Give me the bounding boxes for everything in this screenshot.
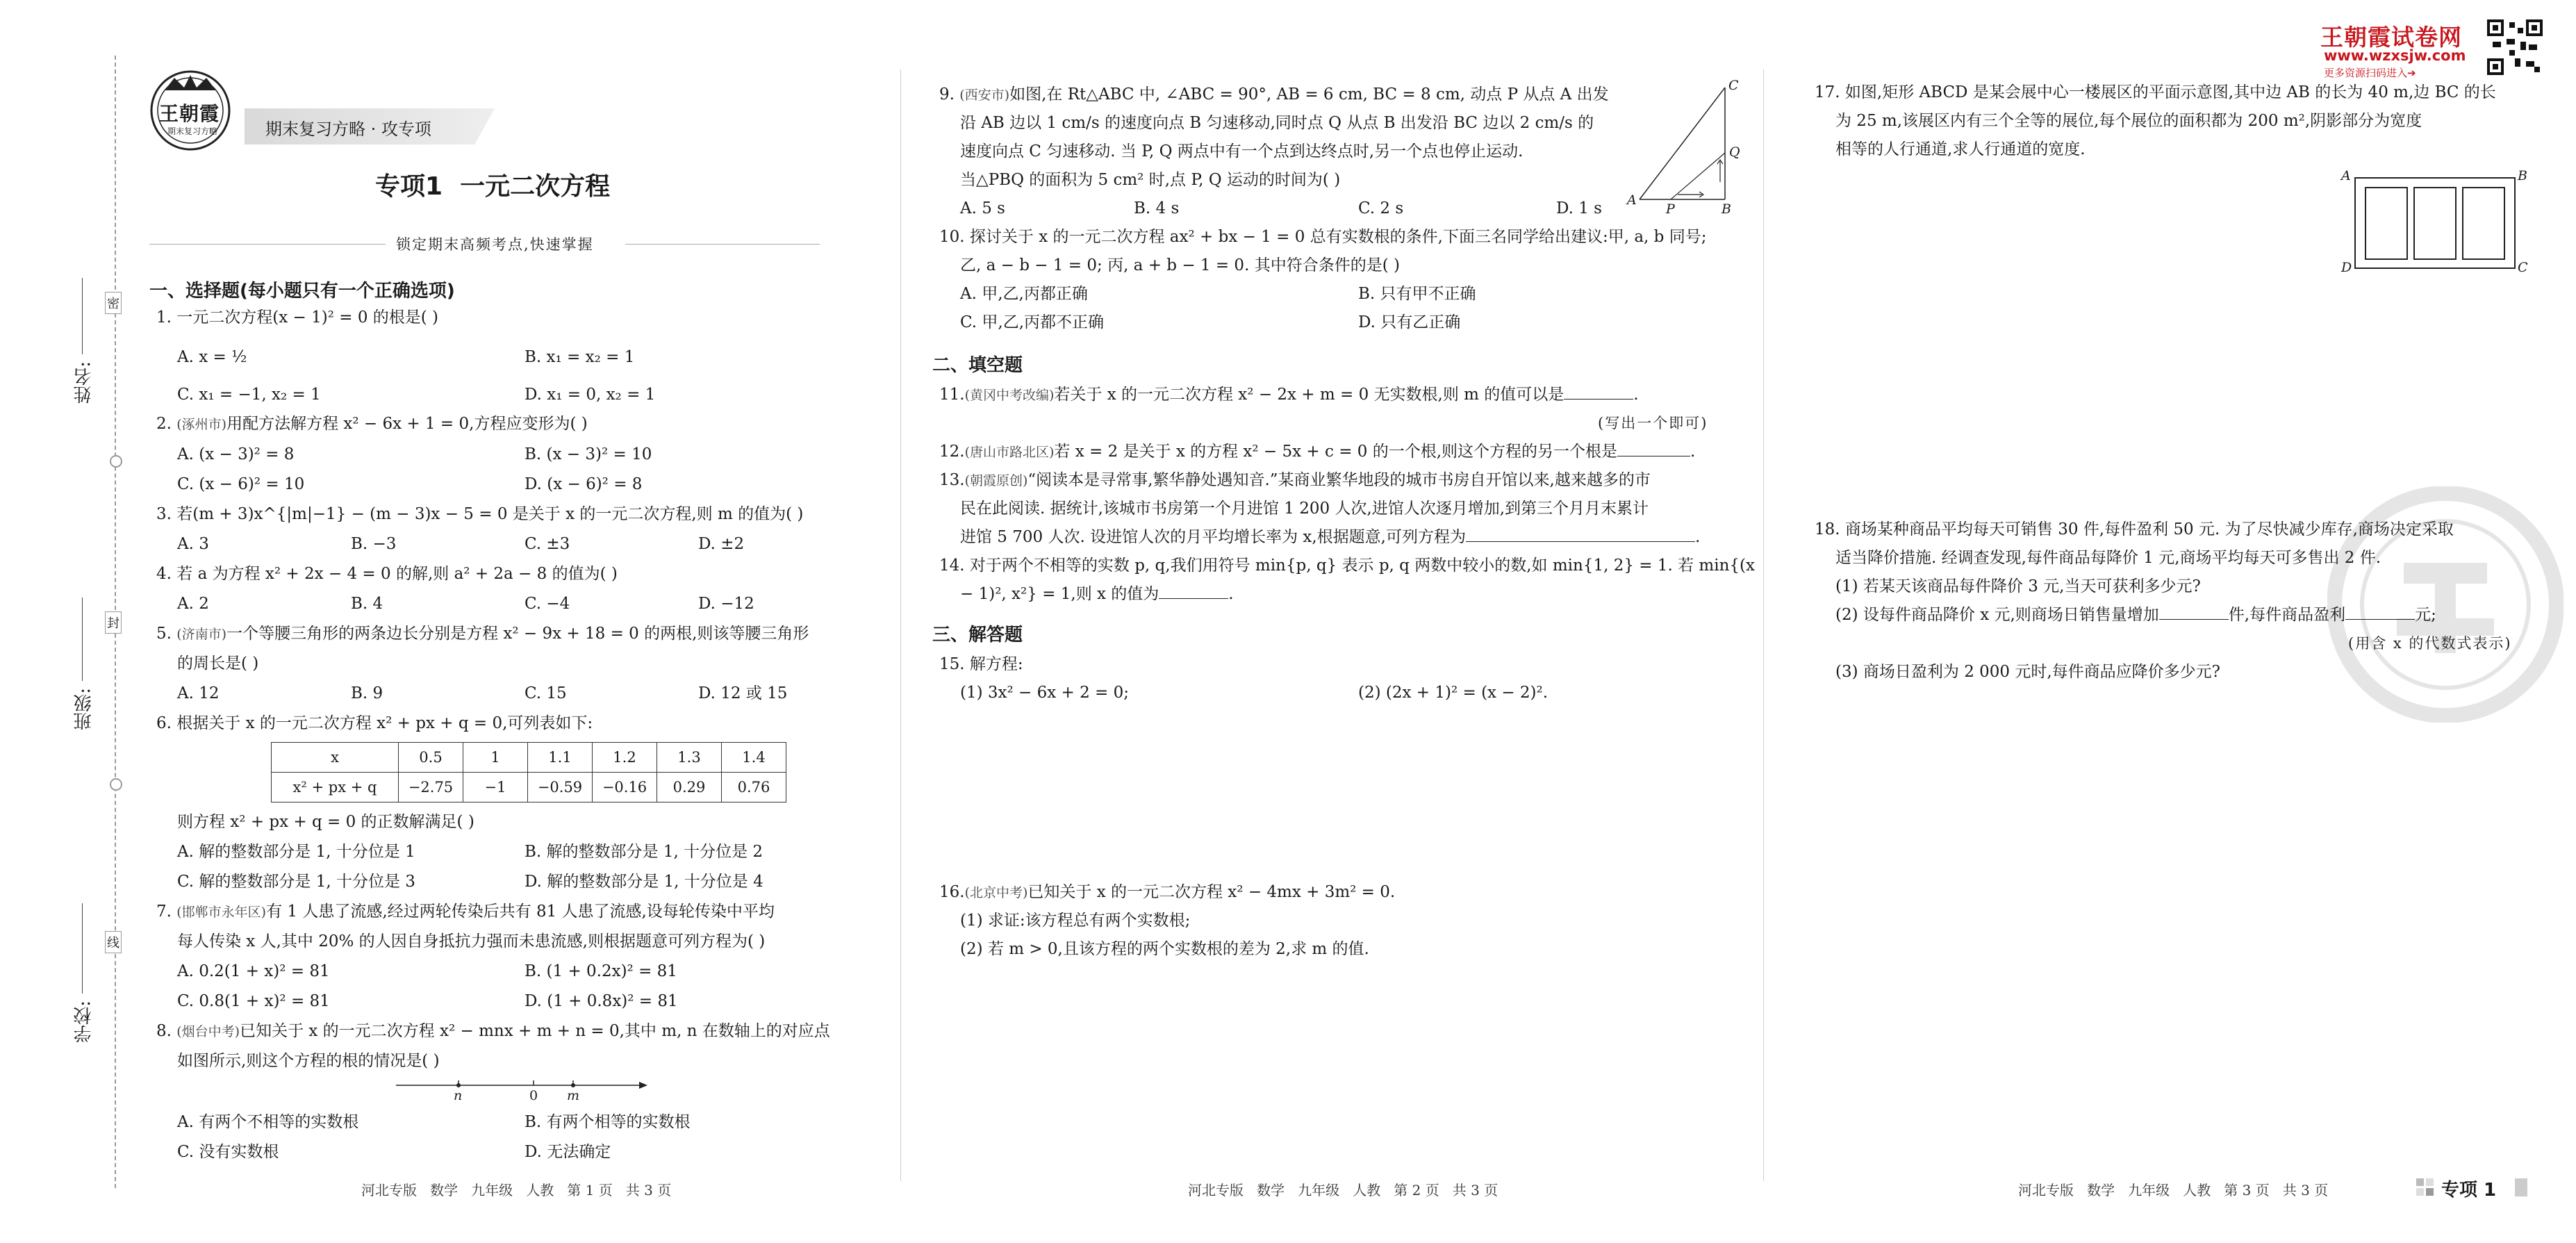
q14-stem-1: 14. 对于两个不相等的实数 p, q,我们用符号 min{p, q} 表示 p, q 两数中较小的数,如 min{1, 2} = 1. 若 min{(x [939,557,1755,575]
q18-blank-1[interactable] [2159,619,2229,620]
q17-stem-1: 17. 如图,矩形 ABCD 是某会展中心一楼展区的平面示意图,其中边 AB 的长为 40 m,边 BC 的长 [1815,83,2496,101]
q13-blank[interactable] [1466,541,1695,542]
page-footer-2: 河北专版 数学 九年级 人教 第 2 页 共 3 页 [1188,1182,1498,1199]
q17-stem-3: 相等的人行通道,求人行通道的宽度. [1835,140,2086,158]
table-cell: 1 [463,743,528,773]
q10-option-b[interactable]: B. 只有甲不正确 [1358,285,1476,303]
q3-option-d[interactable]: D. ±2 [698,535,745,553]
subtitle-rule-right [625,244,820,245]
axis-label-n: n [454,1088,463,1103]
q18-stem-2: 适当降价措施. 经调查发现,每件商品每降价 1 元,商场平均每天可多售出 2 件. [1835,549,2381,567]
table-cell: x² + px + q [272,773,399,802]
q3-option-b[interactable]: B. −3 [351,535,397,553]
q16-stem: 16.(北京中考)已知关于 x 的一元二次方程 x² − 4mx + 3m² = 0. [939,883,1396,901]
q18-stem-1: 18. 商场某种商品平均每天可销售 30 件,每件盈利 50 元. 为了尽快减少库存,商场决定采取 [1815,520,2454,538]
footer-tag-bar [2515,1178,2527,1196]
q1-option-b[interactable]: B. x₁ = x₂ = 1 [525,348,635,366]
q7-option-c[interactable]: C. 0.8(1 + x)² = 81 [177,992,330,1010]
q18-part-1: (1) 若某天该商品每件降价 3 元,当天可获利多少元? [1835,577,2201,595]
q7-option-a[interactable]: A. 0.2(1 + x)² = 81 [177,962,330,980]
q4-option-d[interactable]: D. −12 [698,595,754,613]
fig-label-c: C [2518,260,2528,275]
q4-option-a[interactable]: A. 2 [177,595,209,613]
table-cell: −0.16 [593,773,657,802]
q8-option-b[interactable]: B. 有两个相等的实数根 [525,1113,691,1131]
q7-option-b[interactable]: B. (1 + 0.2x)² = 81 [525,962,677,980]
q5-option-c[interactable]: C. 15 [525,684,567,702]
q15-answer-area[interactable] [939,712,1738,872]
q2-stem: 2. (涿州市)用配方法解方程 x² − 6x + 1 = 0,方程应变形为( ) [156,415,588,433]
q4-stem: 4. 若 a 为方程 x² + 2x − 4 = 0 的解,则 a² + 2a − 8 的值为( ) [156,565,618,583]
q18-part-2: (2) 设每件商品降价 x 元,则商场日销售量增加 件,每件商品盈利 元; [1835,606,2436,624]
q7-stem-cont: 每人传染 x 人,其中 20% 的人因自身抵抗力强而未患流感,则根据题意可列方程为( ) [177,932,766,950]
q8-option-a[interactable]: A. 有两个不相等的实数根 [177,1113,359,1131]
footer-tag-squares-icon [2416,1178,2434,1196]
q16-part-1: (1) 求证:该方程总有两个实数根; [960,912,1191,930]
q8-stem: 8. (烟台中考)已知关于 x 的一元二次方程 x² − mnx + m + n = 0,其中 m, n 在数轴上的对应点 [156,1022,830,1040]
q3-stem: 3. 若(m + 3)x^{|m|−1} − (m − 3)x − 5 = 0 是关于 x 的一元二次方程,则 m 的值为( ) [156,505,804,523]
q9-stem-2: 沿 AB 边以 1 cm/s 的速度向点 B 匀速移动,同时点 Q 从点 B 出发沿 BC 边以 2 cm/s 的 [960,114,1594,132]
subtitle: 锁定期末高频考点,快速掌握 [396,236,594,253]
q9-option-c[interactable]: C. 2 s [1358,199,1404,217]
q18-part-3: (3) 商场日盈利为 2 000 元时,每件商品应降价多少元? [1835,663,2220,681]
q16-part-2: (2) 若 m > 0,且该方程的两个实数根的差为 2,求 m 的值. [960,940,1369,958]
q6-table-row-x [272,743,786,773]
q1-stem: 1. 一元二次方程(x − 1)² = 0 的根是( ) [156,308,439,327]
q17-rectangle-figure [2341,168,2529,277]
name-field-label: 姓名: [74,361,94,404]
brand-tagline: 更多资源扫码进入➔ [2324,67,2416,79]
q15-part-2: (2) (2x + 1)² = (x − 2)². [1358,684,1549,702]
q11-stem: 11.(黄冈中考改编)若关于 x 的一元二次方程 x² − 2x + m = 0 无实数根,则 m 的值可以是 . [939,386,1639,404]
class-field-label: 班级: [74,688,94,730]
qr-code-icon[interactable] [2487,19,2543,75]
q8-stem-cont: 如图所示,则这个方程的根的情况是( ) [177,1052,440,1070]
table-cell: 1.2 [593,743,657,773]
q10-option-c[interactable]: C. 甲,乙,丙都不正确 [960,313,1105,331]
q11-note: (写出一个即可) [1598,415,1708,431]
table-cell: 1.1 [528,743,593,773]
brand-name: 王朝霞试卷网 [2320,24,2462,51]
page-footer-3: 河北专版 数学 九年级 人教 第 3 页 共 3 页 [2018,1182,2329,1199]
q11-source: (黄冈中考改编) [964,388,1055,403]
q6-value-table [271,742,786,802]
q10-stem-1: 10. 探讨关于 x 的一元二次方程 ax² + bx − 1 = 0 总有实数根的条件,下面三名同学给出建议:甲, a, b 同号; [939,228,1707,246]
q8-option-d[interactable]: D. 无法确定 [525,1143,611,1161]
table-cell: −0.59 [528,773,593,802]
q13-stem-2: 民在此阅读. 据统计,该城市书房第一个月进馆 1 200 人次,进馆人次逐月增加,到第三个月月末累计 [960,500,1649,518]
brand-url[interactable]: www.wzxsjw.com [2324,47,2466,64]
hole-circle-1 [110,455,122,468]
q7-option-d[interactable]: D. (1 + 0.8x)² = 81 [525,992,678,1010]
fig-label-b: B [1722,201,1731,217]
page-title: 专项1 一元二次方程 [375,172,611,201]
section-heading-choice: 一、选择题(每小题只有一个正确选项) [149,281,455,302]
q18-blank-2[interactable] [2345,619,2415,620]
table-cell: −1 [463,773,528,802]
table-cell: 1.4 [722,743,786,773]
seal-mark-feng: 封 [105,611,122,634]
q5-source: (济南市) [176,627,227,642]
logo [149,69,231,151]
q9-source: (西安市) [959,88,1010,103]
q5-stem: 5. (济南市)一个等腰三角形的两条边长分别是方程 x² − 9x + 18 = 0 的两根,则该等腰三角形 [156,625,809,643]
q9-option-d[interactable]: D. 1 s [1556,199,1602,217]
column-divider-2 [1763,69,1764,1181]
q13-source: (朝霞原创) [964,473,1028,488]
q3-option-a[interactable]: A. 3 [177,535,209,553]
q16-answer-area[interactable] [939,969,1738,1164]
q9-stem-1: 9. (西安市)如图,在 Rt△ABC 中, ∠ABC = 90°, AB = 6 cm, BC = 8 cm, 动点 P 从点 A 出发 [939,85,1609,104]
q15-title: 15. 解方程: [939,655,1023,673]
q10-option-d[interactable]: D. 只有乙正确 [1358,313,1461,331]
q5-option-d[interactable]: D. 12 或 15 [698,684,788,702]
seal-mark-xian: 线 [105,931,122,953]
q6-stem: 6. 根据关于 x 的一元二次方程 x² + px + q = 0,可列表如下: [156,714,593,732]
q2-option-c[interactable]: C. (x − 6)² = 10 [177,475,305,493]
q5-option-b[interactable]: B. 9 [351,684,383,702]
subtitle-rule-left [149,244,386,245]
q1-option-a[interactable]: A. x = ½ [177,348,247,366]
q1-option-c[interactable]: C. x₁ = −1, x₂ = 1 [177,386,321,404]
fig-label-d: D [2341,260,2352,275]
table-cell: −2.75 [399,773,463,802]
fig-label-a: A [2341,168,2351,183]
q7-stem: 7. (邯郸市永年区)有 1 人患了流感,经过两轮传染后共有 81 人患了流感,设每轮传染中平均 [156,903,775,921]
q2-option-a[interactable]: A. (x − 3)² = 8 [177,445,295,463]
table-cell: 0.5 [399,743,463,773]
q3-option-c[interactable]: C. ±3 [525,535,570,553]
q6-option-a[interactable]: A. 解的整数部分是 1, 十分位是 1 [177,843,415,861]
q2-option-b[interactable]: B. (x − 3)² = 10 [525,445,652,463]
q5-stem-cont: 的周长是( ) [177,655,259,673]
q6-option-b[interactable]: B. 解的整数部分是 1, 十分位是 2 [525,843,763,861]
q17-stem-2: 为 25 m,该展区内有三个全等的展位,每个展位的面积都为 200 m²,阴影部分为宽度 [1835,112,2422,130]
q14-blank[interactable] [1159,598,1228,599]
table-cell: 0.76 [722,773,786,802]
q6-table-row-value [272,773,786,802]
q9-stem-4: 当△PBQ 的面积为 5 cm² 时,点 P, Q 运动的时间为( ) [960,171,1341,189]
table-cell: 0.29 [657,773,722,802]
q13-stem-3: 进馆 5 700 人次. 设进馆人次的月平均增长率为 x,根据题意,可列方程为 . [960,528,1701,546]
q8-number-line [389,1077,653,1108]
q7-source: (邯郸市永年区) [176,905,267,920]
axis-label-m: m [567,1088,580,1103]
q6-question: 则方程 x² + px + q = 0 的正数解满足( ) [177,813,474,831]
q13-stem-1: 13.(朝霞原创)“阅读本是寻常事,繁华静处遇知音.”某商业繁华地段的城市书房自开馆以来,越来越多的市 [939,471,1651,489]
school-field-line[interactable] [82,903,83,994]
q10-stem-2: 乙, a − b − 1 = 0; 丙, a + b − 1 = 0. 其中符合条件的是( ) [960,256,1400,274]
q8-option-c[interactable]: C. 没有实数根 [177,1143,279,1161]
q1-option-d[interactable]: D. x₁ = 0, x₂ = 1 [525,386,656,404]
footer-section-tag: 专项 1 [2441,1180,2497,1201]
table-cell: x [272,743,399,773]
q10-option-a[interactable]: A. 甲,乙,丙都正确 [960,285,1088,303]
q4-option-b[interactable]: B. 4 [351,595,383,613]
section-heading-answer: 三、解答题 [932,625,1023,645]
fig-label-p: P [1666,201,1675,217]
q2-option-d[interactable]: D. (x − 6)² = 8 [525,475,643,493]
q8-source: (烟台中考) [176,1024,240,1039]
table-cell: 1.3 [657,743,722,773]
q11-blank[interactable] [1564,399,1633,400]
school-field-label: 学校: [74,1001,94,1043]
q15-part-1: (1) 3x² − 6x + 2 = 0; [960,684,1130,702]
q2-source: (涿州市) [176,417,227,432]
q12-stem: 12.(唐山市路北区)若 x = 2 是关于 x 的方程 x² − 5x + c = 0 的一个根,则这个方程的另一个根是 . [939,443,1696,461]
logo-text: 王朝霞 [159,102,220,125]
seal-mark-mi: 密 [105,292,122,314]
page-footer-1: 河北专版 数学 九年级 人教 第 1 页 共 3 页 [361,1182,672,1199]
q14-stem-2: − 1)², x²} = 1,则 x 的值为 . [960,585,1234,603]
q6-option-d[interactable]: D. 解的整数部分是 1, 十分位是 4 [525,873,763,891]
q17-answer-area[interactable] [1815,292,2509,500]
q4-option-c[interactable]: C. −4 [525,595,570,613]
q6-option-c[interactable]: C. 解的整数部分是 1, 十分位是 3 [177,873,415,891]
q18-note: (用含 x 的代数式表示) [2348,635,2512,652]
q9-option-b[interactable]: B. 4 s [1134,199,1180,217]
name-field-line[interactable] [82,278,83,354]
logo-caption: 期末复习方略 [167,126,218,136]
q9-stem-3: 速度向点 C 匀速移动. 当 P, Q 两点中有一个点到达终点时,另一个点也停止运动. [960,142,1524,160]
q5-option-a[interactable]: A. 12 [177,684,220,702]
section-heading-fill: 二、填空题 [932,355,1023,376]
q9-option-a[interactable]: A. 5 s [960,199,1005,217]
fig-label-b: B [2518,168,2527,183]
class-field-line[interactable] [82,598,83,681]
fig-label-q: Q [1729,145,1740,160]
fig-label-a: A [1627,192,1637,208]
column-divider-1 [900,69,901,1181]
q9-triangle-figure [1626,78,1751,217]
fig-label-c: C [1728,78,1739,93]
section-banner-text: 期末复习方略 · 攻专项 [265,120,431,139]
hole-circle-2 [110,778,122,791]
q18-answer-area[interactable] [1815,695,2509,1153]
q12-source: (唐山市路北区) [964,445,1055,460]
axis-label-zero: 0 [529,1088,538,1103]
q16-source: (北京中考) [964,885,1028,900]
